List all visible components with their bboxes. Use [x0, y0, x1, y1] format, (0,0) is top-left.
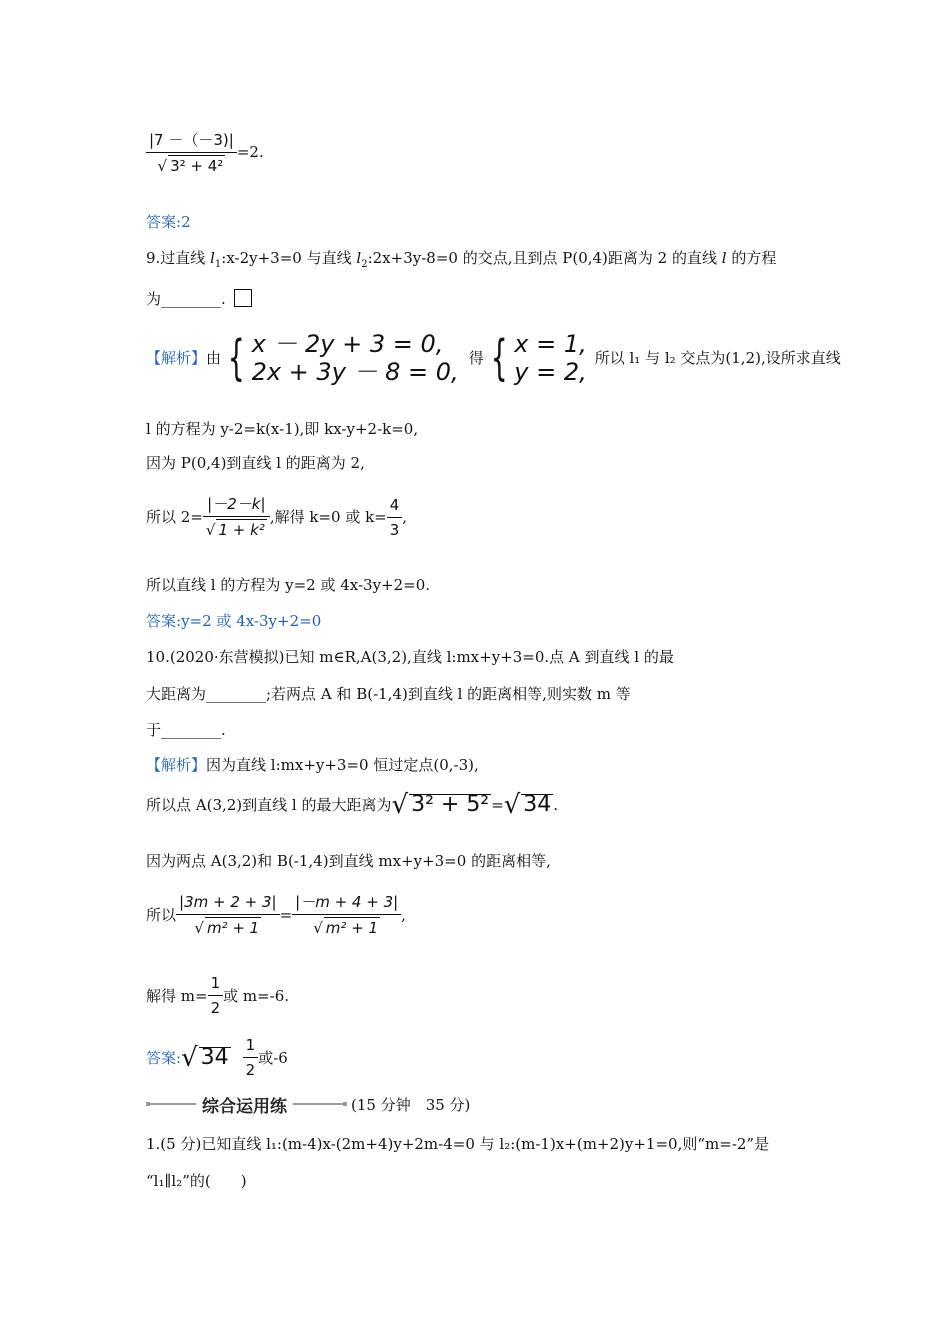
- equation-system-2: [514, 330, 586, 386]
- sqrt-radicand: 34: [200, 1045, 229, 1070]
- fraction-denominator: 2: [245, 1061, 256, 1079]
- q9-stem-text: 9.过直线: [146, 249, 211, 267]
- q9-stem-text: :2x+3y-8=0 的交点,且到点 P(0,4)距离为 2 的直线: [367, 249, 722, 267]
- distance-result: =2.: [236, 143, 264, 161]
- sqrt-radicand: m² + 1: [206, 919, 260, 937]
- line-l2-sub: 2: [361, 259, 368, 270]
- answer-colon: :: [176, 1048, 182, 1067]
- answer-value: :2: [176, 213, 191, 231]
- q9-distance-equation: [146, 494, 407, 540]
- answer-value: :y=2 或 4x-3y+2=0: [176, 612, 322, 630]
- intersection-text: 所以 l₁ 与 l₂ 交点为(1,2),设所求直线: [594, 349, 841, 367]
- q9-stem-text: :x-2y+3=0 与直线: [221, 249, 357, 267]
- q10-solve: [146, 973, 289, 1018]
- sqrt-sign: √: [181, 1042, 198, 1073]
- q9-stem-text: 的方程: [726, 249, 777, 267]
- q9-analysis-system: [146, 330, 841, 386]
- line-l: l: [721, 249, 727, 267]
- q10-line-b: 因为两点 A(3,2)和 B(-1,4)到直线 mx+y+3=0 的距离相等,: [146, 852, 551, 870]
- q1-stem-line2: “l₁∥l₂”的( ): [146, 1172, 247, 1190]
- section-title: 综合运用练: [202, 1096, 287, 1117]
- line-l2: l: [356, 249, 362, 267]
- system-equation: 2x + 3y － 8 = 0,: [251, 358, 459, 386]
- sqrt-radicand: 3² + 4²: [170, 157, 224, 175]
- fraction-denominator: 2: [210, 999, 221, 1017]
- distance-fraction-2: [292, 892, 401, 938]
- fraction-numerator: 4: [387, 495, 403, 518]
- q10-stem-line3: 于________.: [146, 721, 226, 739]
- analysis-label: 【解析】: [146, 756, 207, 774]
- answer-tail: 或-6: [258, 1048, 288, 1067]
- q10-equal-distance: 所以 $\frac{|3m + 2 + 3|}{\text{√ m² + 1}}$ = $\frac{|-m + 4 + 3|}{\text{√ m² + 1}}$ ,: [146, 893, 406, 937]
- q9-stem-line1: [146, 248, 776, 275]
- q9-blank: 为________.: [146, 290, 226, 308]
- answer-label: 答案: [146, 612, 177, 630]
- q8-answer: [146, 212, 191, 232]
- analysis-label: 【解析】: [146, 349, 207, 367]
- fraction-denominator: √ 3² + 4²: [157, 157, 224, 175]
- fraction-numerator: |3m + 2 + 3|: [176, 892, 280, 915]
- sqrt-radicand: 3² + 5²: [411, 792, 490, 817]
- by-text: 由: [206, 349, 222, 367]
- divider-bar: [293, 1103, 343, 1105]
- fraction-denominator: √ 1 + k²: [205, 521, 265, 539]
- system-equation: y = 2,: [514, 358, 587, 386]
- so-text: 所以: [146, 906, 177, 924]
- q10-analysis: [146, 755, 479, 775]
- fraction-numerator: |－m + 4 + 3|: [292, 892, 401, 915]
- answer-label: 答案: [146, 1048, 177, 1067]
- answer-label: 答案: [146, 213, 177, 231]
- answer-fraction: [243, 1035, 259, 1080]
- equals: =: [491, 795, 504, 814]
- bullet-dot: [343, 1102, 347, 1106]
- q10-max-distance: [146, 789, 559, 820]
- q1-stem-line1: 1.(5 分)已知直线 l₁:(m-4)x-(2m+4)y+2m-4=0 与 l₂:(m-1)x+(m+2)y+1=0,则“m=-2”是: [146, 1135, 770, 1153]
- sqrt-radicand: 1 + k²: [218, 521, 265, 539]
- equals: =: [279, 906, 293, 924]
- fraction-numerator: |7 －（－3)|: [146, 130, 237, 153]
- q9-line-a: l 的方程为 y-2=k(x-1),即 kx-y+2-k=0,: [146, 420, 419, 438]
- fraction-numerator: 1: [208, 973, 224, 996]
- comma: ,: [402, 508, 408, 526]
- max-distance-text: 所以点 A(3,2)到直线 l 的最大距离为: [146, 795, 392, 814]
- fraction-denominator: √ m² + 1: [194, 919, 260, 937]
- q10-answer: [146, 1035, 288, 1080]
- distance-fraction: [146, 130, 237, 176]
- fraction-numerator: 1: [243, 1035, 259, 1058]
- fraction-denominator: 3: [389, 520, 400, 539]
- system-equation: x － 2y + 3 = 0,: [251, 330, 444, 358]
- m-fraction: [208, 973, 224, 1018]
- equation-system-1: [252, 330, 459, 386]
- system-equation: x = 1,: [514, 330, 587, 358]
- q9-line-b: 因为 P(0,4)到直线 l 的距离为 2,: [146, 454, 365, 472]
- checkbox-square: [234, 289, 252, 307]
- left-brace: {: [490, 330, 508, 386]
- distance-fraction: [203, 494, 270, 540]
- sqrt-sign: √: [503, 789, 521, 820]
- q9-stem-line2: [146, 289, 252, 309]
- line-l1-sub: 1: [214, 259, 222, 270]
- period: .: [553, 795, 559, 814]
- fraction-numerator: |－2－k|: [203, 494, 270, 517]
- q10-stem-line1: 10.(2020·东营模拟)已知 m∈R,A(3,2),直线 l:mx+y+3=0.点 A 到直线 l 的最: [146, 648, 674, 666]
- solve-text: ,解得 k=0 或 k=: [269, 508, 387, 526]
- sqrt-radicand: m² + 1: [325, 919, 379, 937]
- fraction-denominator: √ m² + 1: [313, 919, 379, 937]
- divider-bar: [150, 1103, 196, 1105]
- distance-fraction-1: [176, 892, 280, 938]
- line-l1: l: [210, 249, 215, 267]
- solve-text: 解得 m=: [146, 986, 208, 1005]
- analysis-text: 因为直线 l:mx+y+3=0 恒过定点(0,-3),: [206, 756, 479, 774]
- solve-text: 或 m=-6.: [223, 986, 290, 1005]
- sqrt-sign: √: [391, 789, 409, 820]
- section-meta: (15 分钟 35 分): [351, 1095, 471, 1114]
- left-brace: {: [227, 330, 245, 386]
- q10-stem-line2: 大距离为________;若两点 A 和 B(-1,4)到直线 l 的距离相等,则实数 m 等: [146, 685, 631, 703]
- section-header: [146, 1093, 470, 1115]
- q9-answer: [146, 611, 321, 631]
- q8-fraction-line: [146, 130, 264, 176]
- q9-line-c: 所以直线 l 的方程为 y=2 或 4x-3y+2=0.: [146, 576, 431, 594]
- get-text: 得: [468, 349, 484, 367]
- so-text: 所以 2=: [146, 508, 203, 526]
- sqrt-radicand: 34: [523, 792, 552, 817]
- k-fraction: [387, 495, 403, 540]
